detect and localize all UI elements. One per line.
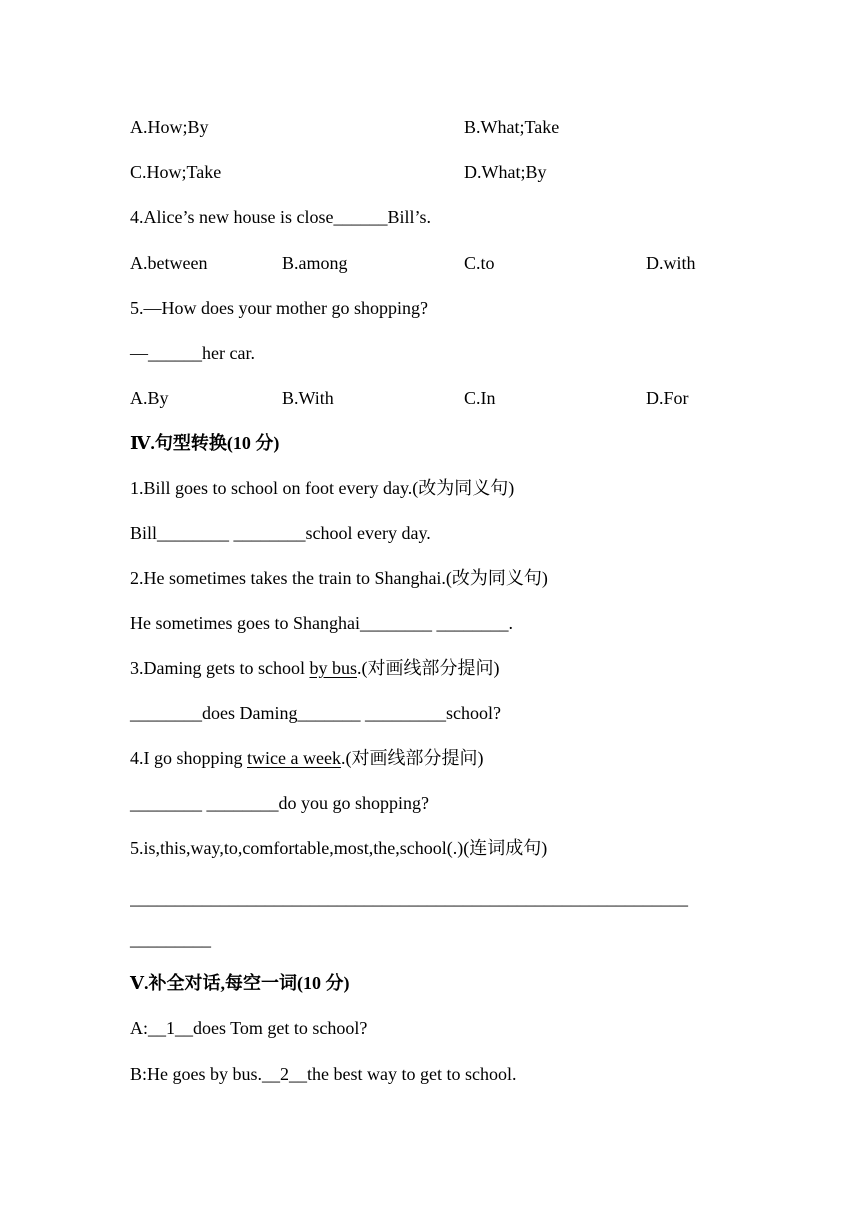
s4-item-3-answer: ________does Daming_______ _________school? [130, 703, 501, 723]
q5-option-b: B.With [282, 388, 334, 408]
dialogue-line-b-text: the best way to get to school. [307, 1064, 517, 1084]
s4-item-2-prompt: 2.He sometimes takes the train to Shanghai.(改为同义句) [130, 568, 548, 588]
s4-item-4-answer: ________ ________do you go shopping? [130, 793, 429, 813]
q3-option-c: C.How;Take [130, 162, 222, 182]
s4-item-5-answer-line-1: ______________________________________________________________ [130, 888, 688, 908]
s4-item-5-prompt: 5.is,this,way,to,comfortable,most,the,school(.)(连词成句) [130, 838, 548, 858]
s4-item-4-prompt-end: .(对画线部分提问) [340, 748, 484, 768]
s4-item-1-prompt: 1.Bill goes to school on foot every day.(改为同义句) [130, 478, 515, 498]
q5-option-a: A.By [130, 388, 169, 408]
dialogue-line-a-speaker: A: [130, 1018, 148, 1038]
section-5-heading: Ⅴ.补全对话,每空一词(10 分) [130, 973, 350, 993]
s4-item-5-answer-line-2: _________ [130, 929, 211, 949]
s4-item-3-prompt-end: .(对画线部分提问) [357, 658, 500, 678]
s4-item-1-answer: Bill________ ________school every day. [130, 523, 431, 543]
blank-1: __1__ [148, 1018, 193, 1038]
dialogue-line-a [130, 1017, 367, 1039]
q5-answer-line: —______her car. [130, 343, 255, 363]
q4-option-b: B.among [282, 253, 348, 273]
s4-item-2-answer: He sometimes goes to Shanghai________ ________. [130, 613, 513, 633]
s4-item-3-prompt [130, 657, 500, 679]
q5-option-d: D.For [646, 388, 689, 408]
q3-option-b: B.What;Take [464, 117, 560, 137]
dialogue-line-b [130, 1063, 516, 1085]
q5-stem: 5.—How does your mother go shopping? [130, 298, 428, 318]
blank-2: __2__ [262, 1064, 307, 1084]
s4-item-4-prompt-start: 4.I go shopping [130, 748, 247, 768]
q3-option-a: A.How;By [130, 117, 209, 137]
dialogue-line-a-text: does Tom get to school? [193, 1018, 368, 1038]
q5-option-c: C.In [464, 388, 496, 408]
section-4-heading: Ⅳ.句型转换(10 分) [130, 433, 280, 453]
q4-option-d: D.with [646, 253, 696, 273]
s4-item-4-underlined-phrase: twice a week [247, 748, 341, 768]
q3-option-d: D.What;By [464, 162, 547, 182]
s4-item-3-prompt-start: 3.Daming gets to school [130, 658, 310, 678]
dialogue-line-b-start: B:He goes by bus. [130, 1064, 262, 1084]
q4-option-c: C.to [464, 253, 495, 273]
q4-option-a: A.between [130, 253, 208, 273]
q4-stem: 4.Alice’s new house is close______Bill’s. [130, 207, 431, 227]
s4-item-3-underlined-phrase: by bus [309, 658, 357, 678]
s4-item-4-prompt [130, 747, 483, 769]
